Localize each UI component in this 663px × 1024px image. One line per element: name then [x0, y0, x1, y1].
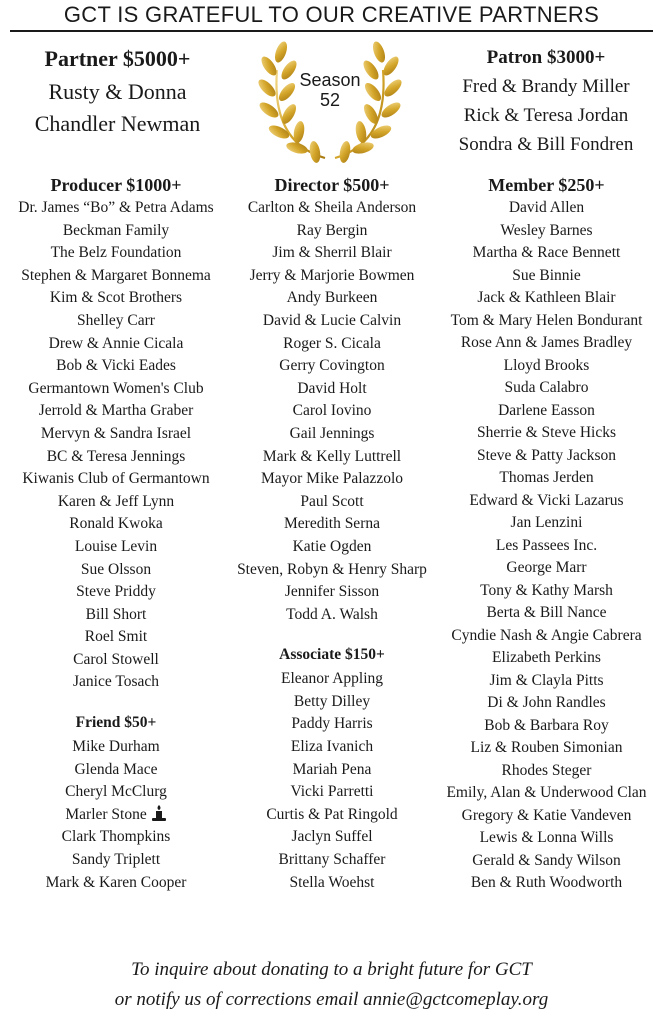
member-name: Sherrie & Steve Hicks	[476, 424, 617, 441]
producer-name: Steve Priddy	[76, 583, 156, 601]
director-name: Katie Ogden	[292, 537, 372, 555]
member-name: Sue Binnie	[512, 266, 581, 284]
director-name: Carol Iovino	[292, 402, 372, 420]
associate-name: Brittany Schaffer	[278, 851, 386, 869]
member-name: Gregory & Katie Vandeven	[461, 806, 632, 824]
producer-name: Jerrold & Martha Graber	[38, 402, 194, 420]
associate-name: Betty Dilley	[293, 692, 371, 710]
producer-name: Janice Tosach	[73, 673, 159, 691]
director-name: Jerry & Marjorie Bowmen	[249, 266, 415, 284]
producer-name: Mervyn & Sandra Israel	[40, 424, 192, 442]
memorial-candle-icon	[151, 804, 167, 822]
member-name: Steve & Patty Jackson	[476, 446, 617, 464]
producer-heading: Producer $1000+	[50, 175, 182, 195]
member-name: Ben & Ruth Woodworth	[470, 874, 623, 891]
associate-name: Vicki Parretti	[290, 783, 374, 801]
associate-name: Eleanor Appling	[280, 670, 384, 688]
producer-name: Louise Levin	[74, 537, 158, 555]
partner-heading: Partner $5000+	[44, 46, 191, 71]
member-name: Suda Calabro	[504, 379, 589, 396]
director-name: Mark & Kelly Luttrell	[262, 447, 402, 465]
member-name: Tom & Mary Helen Bondurant	[450, 311, 643, 329]
friend-name: Marler Stone	[65, 805, 147, 823]
page-header	[0, 0, 663, 34]
director-name: David & Lucie Calvin	[262, 311, 402, 329]
member-name: Tony & Kathy Marsh	[480, 581, 613, 599]
member-name: Cyndie Nash & Angie Cabrera	[451, 626, 642, 644]
associate-name: Curtis & Pat Ringold	[266, 805, 398, 823]
member-name: George Marr	[506, 559, 587, 576]
producer-name: Sue Olsson	[80, 560, 152, 578]
director-name: Carlton & Sheila Anderson	[247, 199, 417, 216]
producer-name: Drew & Annie Cicala	[48, 334, 184, 352]
member-name: Berta & Bill Nance	[486, 604, 607, 621]
friend-name: Cheryl McClurg	[65, 783, 167, 801]
friend-name: Glenda Mace	[74, 760, 158, 778]
producer-name: Stephen & Margaret Bonnema	[21, 266, 211, 284]
producer-name: Bob & Vicki Eades	[56, 357, 176, 375]
producer-name: Roel Smit	[84, 628, 148, 646]
partner-name: Rusty & Donna	[48, 79, 187, 104]
associate-name: Paddy Harris	[291, 715, 373, 733]
member-name: Jim & Clayla Pitts	[489, 671, 604, 689]
member-name: Liz & Rouben Simonian	[470, 739, 623, 756]
member-name: Jack & Kathleen Blair	[477, 289, 616, 306]
friend-name: Mark & Karen Cooper	[45, 873, 187, 891]
member-name: Rhodes Steger	[501, 761, 592, 779]
member-heading: Member $250+	[488, 175, 605, 195]
header-underline	[10, 30, 653, 32]
producer-name: Beckman Family	[62, 221, 170, 239]
producer-name: Dr. James “Bo” & Petra Adams	[18, 199, 214, 216]
friend-name: Clark Thompkins	[61, 828, 171, 846]
director-name: Mayor Mike Palazzolo	[260, 470, 404, 488]
friend-name: Sandy Triplett	[71, 851, 161, 869]
associate-heading: Associate $150+	[279, 646, 385, 664]
member-name: Les Passees Inc.	[495, 536, 598, 554]
patron-section	[440, 44, 652, 159]
partner-section	[10, 44, 225, 140]
season-label: Season	[299, 70, 361, 90]
friend-name: Mike Durham	[72, 738, 160, 756]
producer-name: Germantown Women's Club	[28, 379, 204, 397]
associate-name: Jaclyn Suffel	[291, 828, 373, 846]
member-name: Lloyd Brooks	[503, 356, 590, 374]
patron-name: Rick & Teresa Jordan	[463, 105, 629, 126]
friend-name-with-candle	[0, 804, 232, 827]
director-name: Andy Burkeen	[286, 289, 378, 307]
director-name: Paul Scott	[300, 492, 364, 510]
member-name: Elizabeth Perkins	[492, 649, 601, 666]
associate-name: Stella Woehst	[289, 873, 375, 891]
director-name: Ray Bergin	[296, 221, 368, 239]
director-name: Gerry Covington	[279, 357, 385, 375]
director-name: Steven, Robyn & Henry Sharp	[237, 560, 427, 578]
director-name: Jim & Sherril Blair	[272, 244, 392, 262]
member-name: Edward & Vicki Lazarus	[469, 491, 624, 509]
patron-name: Sondra & Bill Fondren	[458, 134, 634, 155]
member-name: Wesley Barnes	[500, 221, 593, 239]
member-name: Thomas Jerden	[499, 469, 594, 486]
director-name: Jennifer Sisson	[284, 583, 380, 601]
friend-heading: Friend $50+	[75, 714, 157, 732]
producer-column	[0, 173, 232, 894]
producer-name: Bill Short	[85, 605, 147, 623]
member-name: Rose Ann & James Bradley	[460, 334, 633, 351]
member-name: Di & John Randles	[487, 694, 606, 711]
director-heading: Director $500+	[274, 175, 390, 195]
associate-name: Mariah Pena	[292, 760, 372, 778]
patron-name: Fred & Brandy Miller	[462, 76, 630, 97]
member-name: Bob & Barbara Roy	[484, 716, 609, 734]
producer-name: The Belz Foundation	[50, 244, 182, 262]
partner-name: Chandler Newman	[34, 111, 201, 136]
producer-name: Shelley Carr	[77, 311, 155, 329]
producer-name: Karen & Jeff Lynn	[57, 492, 175, 510]
season-number: 52	[319, 90, 341, 110]
page-title: GCT IS GRATEFUL TO OUR CREATIVE PARTNERS	[63, 2, 600, 27]
producer-name: Kim & Scot Brothers	[49, 289, 183, 307]
director-name: Meredith Serna	[284, 515, 380, 533]
member-name: Darlene Easson	[498, 401, 595, 419]
associate-name: Eliza Ivanich	[290, 738, 374, 756]
producer-name: Ronald Kwoka	[69, 515, 163, 533]
member-name: Gerald & Sandy Wilson	[472, 851, 621, 869]
member-name: Martha & Race Bennett	[472, 244, 621, 261]
producer-name: Carol Stowell	[73, 650, 159, 668]
member-name: Emily, Alan & Underwood Clan	[446, 784, 647, 801]
director-column	[222, 173, 442, 894]
director-name: Todd A. Walsh	[286, 605, 378, 623]
director-name: David Holt	[297, 379, 367, 397]
footer-line-2: or notify us of corrections email annie@gctcomeplay.org	[114, 989, 549, 1010]
patron-heading: Patron $3000+	[486, 47, 606, 68]
director-name: Gail Jennings	[289, 424, 375, 442]
footer-line-1: To inquire about donating to a bright future for GCT	[131, 959, 532, 980]
member-name: David Allen	[508, 199, 585, 216]
producer-name: Kiwanis Club of Germantown	[22, 470, 210, 488]
member-column	[430, 173, 663, 895]
member-name: Lewis & Lonna Wills	[479, 829, 614, 846]
producer-name: BC & Teresa Jennings	[46, 447, 186, 465]
director-name: Roger S. Cicala	[283, 334, 381, 352]
member-name: Jan Lenzini	[510, 514, 583, 531]
